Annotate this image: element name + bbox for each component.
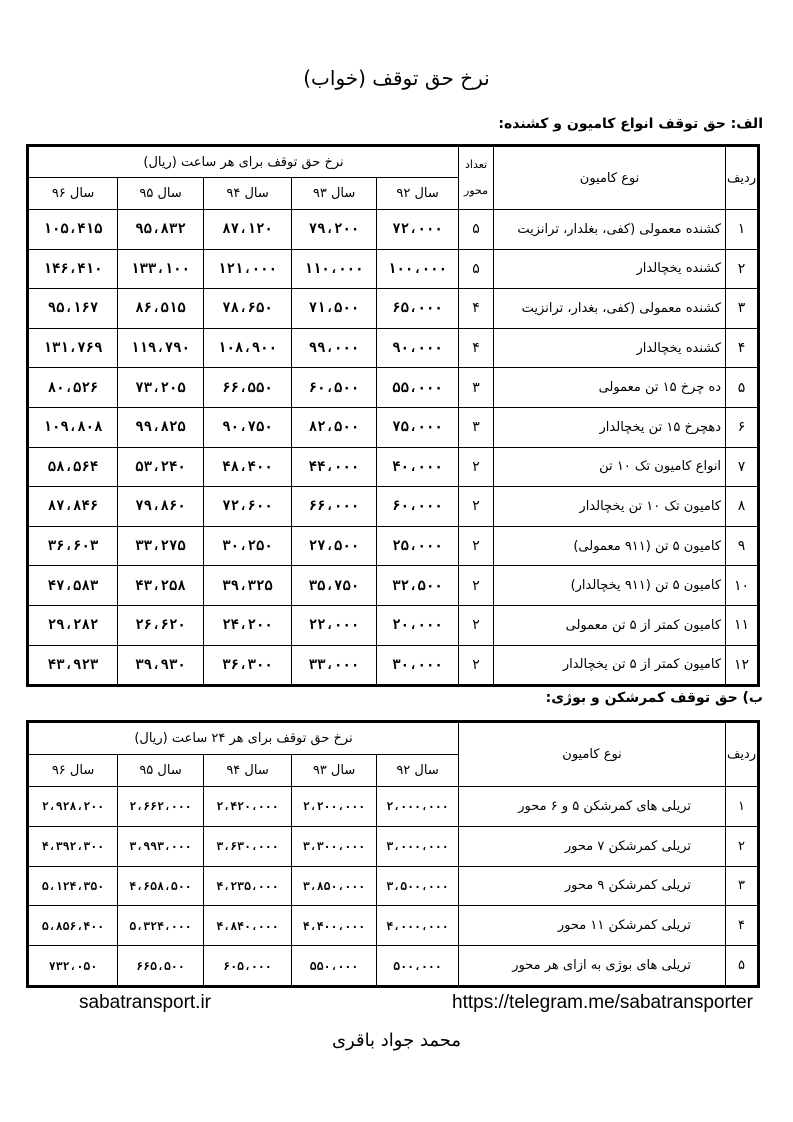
truck-type: کامیون کمتر از ۵ تن یخچالدار (494, 645, 726, 685)
rate-value: ۴،۲۳۵،۰۰۰ (204, 866, 292, 906)
rate-value: ۲،۶۶۲،۰۰۰ (118, 787, 204, 827)
table-row (29, 368, 758, 408)
axle-count: ۲ (459, 526, 494, 566)
rate-value: ۶۶،۰۰۰ (292, 487, 377, 527)
table-row (29, 289, 758, 329)
rate-value: ۹۵،۱۶۷ (29, 289, 118, 329)
row-number: ۸ (726, 487, 758, 527)
row-number: ۱۱ (726, 605, 758, 645)
rate-value: ۳،۹۹۳،۰۰۰ (118, 826, 204, 866)
axle-count: ۲ (459, 566, 494, 606)
rate-value: ۴۴،۰۰۰ (292, 447, 377, 487)
rate-value: ۳۹،۹۳۰ (118, 645, 204, 685)
rate-value: ۵،۱۲۴،۳۵۰ (29, 866, 118, 906)
table-row (29, 866, 758, 906)
header-row-number: ردیف (726, 723, 758, 787)
rate-value: ۹۰،۷۵۰ (204, 407, 292, 447)
truck-type: تریلی کمرشکن ۱۱ محور (459, 906, 726, 946)
truck-stop-rate-table (28, 146, 758, 685)
rate-value: ۲۹،۲۸۲ (29, 605, 118, 645)
rate-value: ۹۵،۸۳۲ (118, 210, 204, 250)
table-row (29, 487, 758, 527)
truck-type: کامیون کمتر از ۵ تن معمولی (494, 605, 726, 645)
rate-value: ۲،۲۰۰،۰۰۰ (292, 787, 377, 827)
website-link[interactable]: sabatransport.ir (79, 992, 212, 1013)
rate-value: ۹۹،۰۰۰ (292, 328, 377, 368)
table-row (29, 946, 758, 986)
header-year: سال ۹۵ (118, 178, 204, 210)
truck-type: کشنده معمولی (کفی، بغلدار، ترانزیت (494, 210, 726, 250)
row-number: ۶ (726, 407, 758, 447)
axle-count: ۳ (459, 368, 494, 408)
table-row (29, 328, 758, 368)
row-number: ۵ (726, 368, 758, 408)
rate-value: ۴،۳۹۲،۳۰۰ (29, 826, 118, 866)
rate-value: ۲۶،۶۲۰ (118, 605, 204, 645)
rate-value: ۹۹،۸۲۵ (118, 407, 204, 447)
rate-value: ۳،۶۳۰،۰۰۰ (204, 826, 292, 866)
rate-value: ۲۵،۰۰۰ (377, 526, 459, 566)
rate-value: ۲۰،۰۰۰ (377, 605, 459, 645)
axle-count: ۲ (459, 487, 494, 527)
rate-value: ۷۲،۶۰۰ (204, 487, 292, 527)
row-number: ۲ (726, 249, 758, 289)
truck-type: تریلی کمرشکن ۹ محور (459, 866, 726, 906)
rate-value: ۴۳،۹۲۳ (29, 645, 118, 685)
rate-value: ۵۰۰،۰۰۰ (377, 946, 459, 986)
rate-value: ۳۳،۰۰۰ (292, 645, 377, 685)
rate-value: ۵۵۰،۰۰۰ (292, 946, 377, 986)
table-row (29, 526, 758, 566)
truck-type: کامیون تک ۱۰ تن یخچالدار (494, 487, 726, 527)
rate-value: ۵۵،۰۰۰ (377, 368, 459, 408)
axle-count: ۳ (459, 407, 494, 447)
rate-value: ۴۷،۵۸۳ (29, 566, 118, 606)
row-number: ۱ (726, 787, 758, 827)
articulated-trailer-rate-table (28, 722, 758, 986)
axle-count: ۲ (459, 447, 494, 487)
rate-value: ۲۷،۵۰۰ (292, 526, 377, 566)
axle-count: ۴ (459, 328, 494, 368)
rate-value: ۸۶،۵۱۵ (118, 289, 204, 329)
header-truck-type: نوع کامیون (459, 723, 726, 787)
table-row (29, 906, 758, 946)
rate-value: ۴،۰۰۰،۰۰۰ (377, 906, 459, 946)
author-name: محمد جواد باقری (331, 1030, 462, 1051)
header-year: سال ۹۲ (377, 755, 459, 787)
rate-value: ۴۸،۴۰۰ (204, 447, 292, 487)
rate-value: ۳۲،۵۰۰ (377, 566, 459, 606)
truck-type: کشنده یخچالدار (494, 328, 726, 368)
rate-value: ۱۲۱،۰۰۰ (204, 249, 292, 289)
rate-value: ۱۰۰،۰۰۰ (377, 249, 459, 289)
row-number: ۵ (726, 946, 758, 986)
rate-value: ۷۵،۰۰۰ (377, 407, 459, 447)
rate-value: ۲،۰۰۰،۰۰۰ (377, 787, 459, 827)
rate-value: ۳،۸۵۰،۰۰۰ (292, 866, 377, 906)
rate-value: ۲۴،۲۰۰ (204, 605, 292, 645)
row-number: ۴ (726, 906, 758, 946)
row-number: ۲ (726, 826, 758, 866)
telegram-link[interactable]: https://telegram.me/sabatransporter (452, 992, 753, 1013)
rate-value: ۶۰،۰۰۰ (377, 487, 459, 527)
rate-value: ۹۰،۰۰۰ (377, 328, 459, 368)
rate-value: ۵،۸۵۶،۴۰۰ (29, 906, 118, 946)
rate-value: ۴،۴۰۰،۰۰۰ (292, 906, 377, 946)
rate-value: ۶۶،۵۵۰ (204, 368, 292, 408)
header-year: سال ۹۵ (118, 755, 204, 787)
rate-value: ۳،۰۰۰،۰۰۰ (377, 826, 459, 866)
table-row (29, 407, 758, 447)
rate-value: ۴،۶۵۸،۵۰۰ (118, 866, 204, 906)
truck-type: کشنده یخچالدار (494, 249, 726, 289)
header-year: سال ۹۴ (204, 178, 292, 210)
rate-value: ۳۶،۶۰۳ (29, 526, 118, 566)
rate-value: ۵،۳۲۴،۰۰۰ (118, 906, 204, 946)
rate-value: ۳۹،۳۲۵ (204, 566, 292, 606)
rate-value: ۱۴۶،۴۱۰ (29, 249, 118, 289)
rate-value: ۷۸،۶۵۰ (204, 289, 292, 329)
header-rate-group: نرخ حق توقف برای هر ۲۴ ساعت (ریال) (29, 723, 459, 755)
rate-value: ۴،۸۴۰،۰۰۰ (204, 906, 292, 946)
header-year: سال ۹۴ (204, 755, 292, 787)
rate-value: ۳،۵۰۰،۰۰۰ (377, 866, 459, 906)
table-row (29, 605, 758, 645)
axle-count: ۵ (459, 249, 494, 289)
table-row (29, 210, 758, 250)
truck-type: ده چرخ ۱۵ تن معمولی (494, 368, 726, 408)
table-row (29, 787, 758, 827)
rate-value: ۳۰،۲۵۰ (204, 526, 292, 566)
row-number: ۱۲ (726, 645, 758, 685)
rate-value: ۱۰۸،۹۰۰ (204, 328, 292, 368)
rate-value: ۲۲،۰۰۰ (292, 605, 377, 645)
rate-value: ۴۰،۰۰۰ (377, 447, 459, 487)
rate-value: ۲،۹۲۸،۲۰۰ (29, 787, 118, 827)
truck-type: تریلی های بوژی به ازای هر محور (459, 946, 726, 986)
truck-type: کامیون ۵ تن (۹۱۱ یخچالدار) (494, 566, 726, 606)
axle-count: ۲ (459, 645, 494, 685)
section-b-title: ب) حق توقف کمرشکن و بوژی: (545, 690, 763, 706)
rate-value: ۳۰،۰۰۰ (377, 645, 459, 685)
rate-value: ۷۱،۵۰۰ (292, 289, 377, 329)
row-number: ۳ (726, 866, 758, 906)
rate-value: ۶۰،۵۰۰ (292, 368, 377, 408)
header-year: سال ۹۳ (292, 178, 377, 210)
truck-type: کامیون ۵ تن (۹۱۱ معمولی) (494, 526, 726, 566)
rate-value: ۶۵،۰۰۰ (377, 289, 459, 329)
row-number: ۳ (726, 289, 758, 329)
rate-value: ۱۱۹،۷۹۰ (118, 328, 204, 368)
rate-value: ۷۹،۸۶۰ (118, 487, 204, 527)
truck-type: انواع کامیون تک ۱۰ تن (494, 447, 726, 487)
page-title: نرخ حق توقف (خواب) (303, 66, 490, 90)
header-year: سال ۹۲ (377, 178, 459, 210)
rate-value: ۱۰۹،۸۰۸ (29, 407, 118, 447)
rate-value: ۸۷،۱۲۰ (204, 210, 292, 250)
axle-count: ۴ (459, 289, 494, 329)
header-rate-group: نرخ حق توقف برای هر ساعت (ریال) (29, 147, 459, 178)
axle-count: ۲ (459, 605, 494, 645)
rate-value: ۱۳۳،۱۰۰ (118, 249, 204, 289)
row-number: ۱۰ (726, 566, 758, 606)
rate-value: ۵۳،۲۴۰ (118, 447, 204, 487)
header-axle-count: تعداد محور (459, 147, 494, 210)
rate-value: ۳۶،۳۰۰ (204, 645, 292, 685)
rate-value: ۵۸،۵۶۴ (29, 447, 118, 487)
header-year: سال ۹۳ (292, 755, 377, 787)
rate-value: ۴۳،۲۵۸ (118, 566, 204, 606)
rate-value: ۳۵،۷۵۰ (292, 566, 377, 606)
rate-value: ۷۳،۲۰۵ (118, 368, 204, 408)
truck-type: تریلی کمرشکن ۷ محور (459, 826, 726, 866)
row-number: ۱ (726, 210, 758, 250)
row-number: ۴ (726, 328, 758, 368)
table-row (29, 447, 758, 487)
rate-value: ۶۰۵،۰۰۰ (204, 946, 292, 986)
row-number: ۷ (726, 447, 758, 487)
rate-value: ۲،۴۲۰،۰۰۰ (204, 787, 292, 827)
header-year: سال ۹۶ (29, 755, 118, 787)
rate-value: ۳۳،۲۷۵ (118, 526, 204, 566)
rate-value: ۷۲،۰۰۰ (377, 210, 459, 250)
rate-value: ۸۲،۵۰۰ (292, 407, 377, 447)
header-year: سال ۹۶ (29, 178, 118, 210)
table-row (29, 645, 758, 685)
table-row (29, 566, 758, 606)
rate-value: ۸۷،۸۴۶ (29, 487, 118, 527)
table-row (29, 826, 758, 866)
rate-value: ۱۱۰،۰۰۰ (292, 249, 377, 289)
row-number: ۹ (726, 526, 758, 566)
rate-value: ۷۳۲،۰۵۰ (29, 946, 118, 986)
truck-type: دهچرخ ۱۵ تن یخچالدار (494, 407, 726, 447)
rate-value: ۱۳۱،۷۶۹ (29, 328, 118, 368)
rate-value: ۷۹،۲۰۰ (292, 210, 377, 250)
rate-value: ۶۶۵،۵۰۰ (118, 946, 204, 986)
table-row (29, 249, 758, 289)
axle-count: ۵ (459, 210, 494, 250)
truck-type: تریلی های کمرشکن ۵ و ۶ محور (459, 787, 726, 827)
truck-type: کشنده معمولی (کفی، بغدار، ترانزیت (494, 289, 726, 329)
rate-value: ۳،۳۰۰،۰۰۰ (292, 826, 377, 866)
rate-value: ۱۰۵،۴۱۵ (29, 210, 118, 250)
header-row-number: ردیف (726, 147, 758, 210)
rate-value: ۸۰،۵۲۶ (29, 368, 118, 408)
header-truck-type: نوع کامیون (494, 147, 726, 210)
section-a-title: الف: حق توقف انواع کامیون و کشنده: (498, 116, 763, 132)
